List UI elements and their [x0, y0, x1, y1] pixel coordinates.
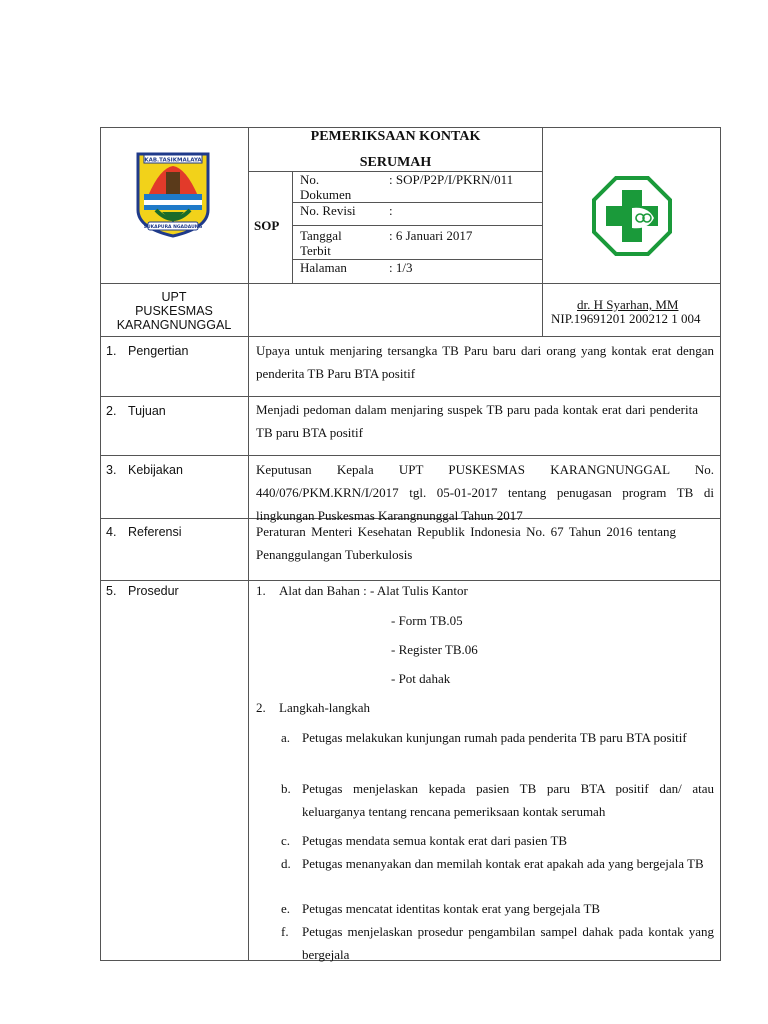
prosedur-step-d-letter: d. [281, 856, 291, 871]
prosedur-step-e-letter: e. [281, 901, 291, 916]
prosedur-step1-number: 1. [256, 583, 266, 598]
field-no-revisi-value: : [389, 203, 393, 218]
section-label-referensi: Referensi [128, 525, 182, 539]
header-row-divider [100, 283, 721, 284]
prosedur-step-f-text: Petugas menjelaskan prosedur pengambilan sampel dahak pada kontak yang bergejala [302, 924, 714, 962]
section-text-pengertian: Upaya untuk menjaring tersangka TB Paru baru dari orang yang kontak erat dengan penderita TB Paru BTA positif [256, 343, 714, 381]
prosedur-step-a-text: Petugas melakukan kunjungan rumah pada penderita TB paru BTA positif [302, 730, 687, 745]
emblem-text-top: KAB.TASIKMALAYA [144, 157, 202, 164]
puskesmas-cross-logo-icon [592, 176, 672, 256]
kabupaten-emblem-icon [134, 150, 212, 238]
section-label-prosedur: Prosedur [128, 584, 179, 598]
section-divider-2 [100, 455, 721, 456]
column-divider-left [248, 127, 249, 581]
section-label-tujuan: Tujuan [128, 404, 166, 418]
prosedur-step1-text: Alat dan Bahan : - Alat Tulis Kantor [279, 583, 468, 598]
section-number-pengertian: 1. [106, 344, 117, 358]
prosedur-step-e-text: Petugas mencatat identitas kontak erat yang bergejala TB [302, 901, 601, 916]
section-number-prosedur: 5. [106, 584, 117, 598]
prosedur-step-a-letter: a. [281, 730, 291, 745]
prosedur-material-form: - Form TB.05 [391, 613, 463, 628]
table-border-top [100, 127, 721, 128]
prosedur-step-b-letter: b. [281, 781, 291, 796]
sop-label: SOP [254, 218, 280, 233]
prosedur-step-b-text: Petugas menjelaskan kepada pasien TB paru BTA positif dan/ atau keluarganya tentang rencana pemeriksaan kontak serumah [302, 781, 714, 819]
section-text-referensi: Peraturan Menteri Kesehatan Republik Indonesia No. 67 Tahun 2016 tentang Penanggulangan Tuberkulosis [256, 524, 676, 562]
section-number-tujuan: 2. [106, 404, 117, 418]
table-border-left [100, 127, 101, 961]
section-number-referensi: 4. [106, 525, 117, 539]
prosedur-material-register: - Register TB.06 [391, 642, 478, 657]
org-line-karangnunggal: KARANGNUNGGAL [116, 318, 232, 332]
field-no-dokumen-value: : SOP/P2P/I/PKRN/011 [389, 172, 514, 187]
prosedur-column-divider [248, 580, 249, 961]
prosedur-step-d-text: Petugas menanyakan dan memilah kontak erat apakah ada yang bergejala TB [302, 856, 704, 871]
field-tanggal-terbit-label-1: Tanggal [300, 228, 342, 243]
table-border-right [720, 127, 721, 961]
emblem-text-bottom: SUKAPURA NGADAUNG [143, 225, 203, 230]
signer-nip: NIP.19691201 200212 1 004 [551, 311, 701, 326]
field-tanggal-terbit-label-2: Terbit [300, 243, 331, 258]
field-no-revisi-label: No. Revisi [300, 203, 356, 218]
field-halaman-value: : 1/3 [389, 260, 413, 275]
field-no-dokumen-label-2: Dokumen [300, 187, 352, 202]
prosedur-step-c-letter: c. [281, 833, 291, 848]
field-no-dokumen-label-1: No. [300, 172, 320, 187]
section-number-kebijakan: 3. [106, 463, 117, 477]
org-row-divider [100, 336, 721, 337]
field-tanggal-terbit-value: : 6 Januari 2017 [389, 228, 473, 243]
document-title-line2: SERUMAH [359, 155, 432, 170]
signer-name: dr. H Syarhan, MM [577, 297, 679, 312]
org-line-upt: UPT [161, 290, 187, 304]
section-divider-4 [100, 580, 721, 581]
section-text-tujuan: Menjadi pedoman dalam menjaring suspek TB paru pada kontak erat dari penderita TB paru BTA positif [256, 402, 698, 440]
document-title-line1: PEMERIKSAAN KONTAK [310, 129, 481, 144]
section-label-kebijakan: Kebijakan [128, 463, 183, 477]
prosedur-step-f-letter: f. [281, 924, 289, 939]
prosedur-step-c-text: Petugas mendata semua kontak erat dari pasien TB [302, 833, 568, 848]
prosedur-material-pot: - Pot dahak [391, 671, 451, 686]
prosedur-step2-text: Langkah-langkah [279, 700, 370, 715]
section-label-pengertian: Pengertian [128, 344, 189, 358]
field-row-divider-2 [292, 225, 543, 226]
sop-label-divider [292, 171, 293, 283]
field-halaman-label: Halaman [300, 260, 347, 275]
prosedur-step2-number: 2. [256, 700, 266, 715]
section-text-kebijakan: Keputusan Kepala UPT PUSKESMAS KARANGNUNGGAL No. 440/076/PKM.KRN/I/2017 tgl. 05-01-2017 tentang penugasan program TB di lingkungan Puskesmas Karangnunggal Tahun 2017 [256, 462, 714, 523]
org-line-puskesmas: PUSKESMAS [135, 304, 213, 318]
section-divider-1 [100, 396, 721, 397]
